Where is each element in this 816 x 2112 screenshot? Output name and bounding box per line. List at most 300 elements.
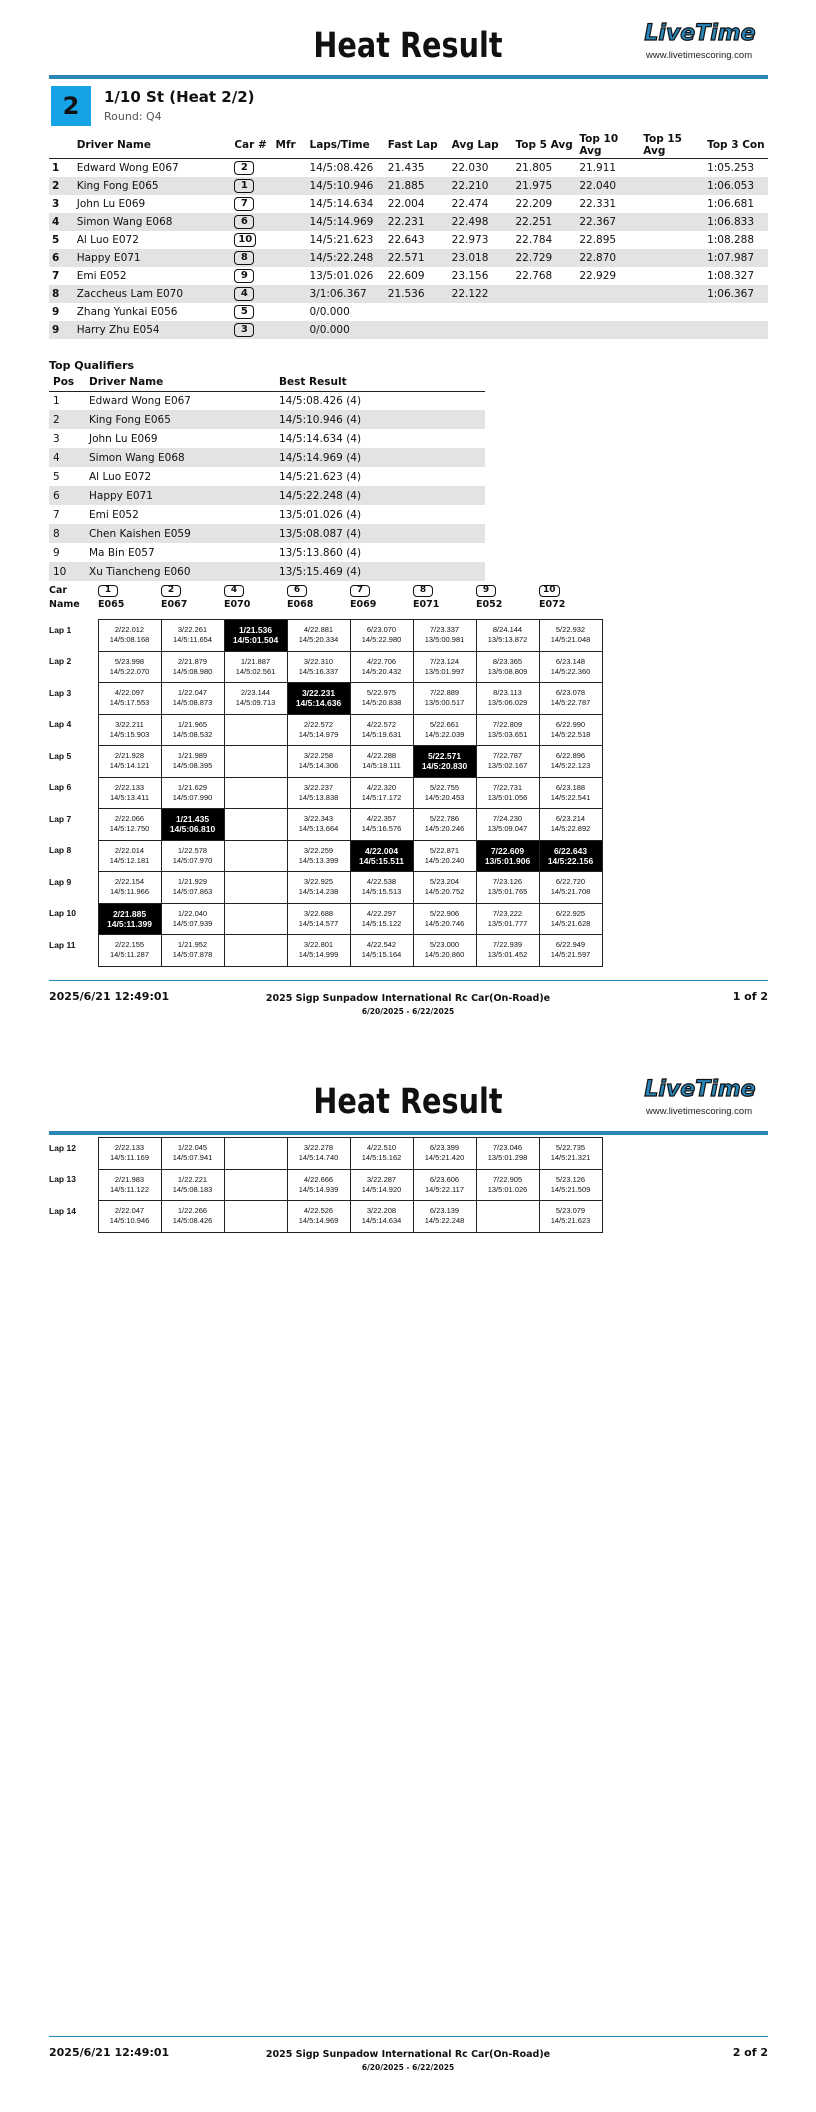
car-number-badge: 1	[234, 179, 254, 193]
lap-cell	[350, 809, 413, 841]
lap-cell	[161, 651, 224, 683]
result-top15	[640, 231, 704, 249]
lap-time: 5/22.871	[429, 845, 460, 855]
lap-total: 14/5:08.426	[172, 1216, 213, 1226]
qualifier-row	[49, 429, 485, 448]
lap-total: 14/5:22.039	[424, 729, 465, 739]
lap-cell	[413, 683, 476, 715]
lap-total: 14/5:20.453	[424, 792, 465, 802]
lap-total: 14/5:15.164	[361, 950, 402, 960]
lap-car-name: E065	[98, 599, 125, 610]
lap-cell	[476, 777, 539, 809]
lap-cell	[98, 935, 161, 967]
lap-total: 13/5:01.997	[424, 666, 465, 676]
qualifier-driver: King Fong E065	[85, 410, 275, 429]
lap-time: 4/22.706	[366, 656, 397, 666]
lap-cell	[476, 683, 539, 715]
lap-total: 14/5:13.411	[109, 792, 150, 802]
result-laps: 14/5:08.426	[309, 161, 374, 174]
lap-time: 3/22.287	[366, 1174, 397, 1184]
lap-label: Lap 2	[49, 656, 72, 666]
qualifier-pos: 2	[49, 410, 85, 429]
col-header: Driver Name	[85, 374, 275, 391]
lap-cell	[350, 1169, 413, 1201]
car-number-badge: 8	[234, 251, 254, 265]
lap-label: Lap 1	[49, 624, 72, 635]
result-fast: 21.885	[385, 177, 449, 195]
lap-label: Lap 12	[49, 1142, 76, 1153]
result-top5: 22.729	[513, 249, 577, 267]
result-top15	[640, 213, 704, 231]
result-avg	[449, 321, 513, 339]
result-top5: 22.784	[515, 233, 553, 246]
lap-row	[49, 620, 602, 652]
lap-time: 4/22.288	[366, 751, 397, 761]
lap-car-name: E070	[224, 599, 251, 610]
lap-time: 5/23.998	[114, 656, 145, 666]
lap-label: Lap 3	[49, 687, 72, 698]
lap-total: 14/5:22.518	[550, 729, 591, 739]
result-car	[231, 177, 272, 195]
qualifiers-header-row	[49, 374, 485, 391]
lap-time: 4/22.297	[366, 908, 397, 918]
lap-cell	[350, 620, 413, 652]
qualifier-best: 13/5:08.087 (4)	[275, 524, 485, 543]
lap-time: 2/21.879	[177, 656, 208, 666]
result-mfr	[273, 231, 307, 249]
lap-time: 4/22.666	[303, 1174, 334, 1184]
lap-cell	[413, 777, 476, 809]
lap-label: Lap 9	[49, 876, 72, 887]
lap-total: 13/5:06.029	[487, 698, 528, 708]
lap-total: 14/5:08.168	[109, 635, 150, 645]
logo-text: LiveTime	[644, 21, 756, 46]
result-top10: 22.040	[576, 177, 640, 195]
lap-time: 4/22.510	[366, 1143, 397, 1153]
lap-cell	[98, 840, 161, 872]
lap-total: 14/5:16.337	[298, 666, 339, 676]
lap-total: 13/5:00.981	[424, 635, 465, 645]
footer-event: 2025 Sigp Sunpadow International Rc Car(On-Road)e	[265, 993, 551, 1004]
result-pos: 4	[49, 213, 74, 231]
lap-time: 5/22.975	[366, 688, 397, 698]
header-divider	[49, 1131, 768, 1135]
lap-total: 13/5:01.026	[487, 1184, 528, 1194]
result-fast: 22.609	[387, 269, 425, 282]
result-fast: 21.536	[385, 285, 449, 303]
qualifier-best: 13/5:13.860 (4)	[279, 546, 362, 559]
result-laps: 14/5:21.623	[309, 233, 374, 246]
lap-time: 1/21.536	[238, 625, 273, 636]
lap-cell-empty	[476, 1201, 539, 1233]
qualifier-pos: 5	[53, 470, 60, 483]
result-mfr	[273, 249, 307, 267]
result-top15	[640, 177, 704, 195]
lap-time: 3/22.211	[115, 719, 144, 729]
lap-cell	[287, 714, 350, 746]
result-car	[231, 159, 272, 177]
lap-time: 4/22.542	[366, 940, 397, 950]
lap-total: 14/5:07.990	[172, 792, 213, 802]
qualifier-row	[49, 505, 485, 524]
lap-cell	[476, 651, 539, 683]
result-pos: 5	[52, 233, 60, 246]
result-mfr	[273, 159, 307, 177]
result-pos: 6	[49, 249, 74, 267]
lap-cell	[539, 651, 602, 683]
qualifier-pos: 9	[53, 546, 60, 559]
results-row	[49, 303, 768, 321]
lap-total: 13/5:01.056	[487, 792, 528, 802]
lap-time: 1/21.952	[177, 940, 208, 950]
results-row	[49, 267, 768, 285]
result-avg: 22.498	[449, 213, 513, 231]
lap-cell	[350, 746, 413, 778]
lap-row	[49, 872, 602, 904]
logo-url: www.livetimescoring.com	[646, 1106, 753, 1117]
lap-total: 14/5:17.553	[109, 698, 150, 708]
lap-label: Lap 4	[49, 719, 72, 729]
page-title: Heat Result	[313, 1082, 503, 1122]
lap-cell	[287, 809, 350, 841]
lap-total: 14/5:11.966	[109, 887, 150, 897]
lap-time: 8/24.144	[492, 625, 523, 635]
qualifier-driver: Xu Tiancheng E060	[85, 562, 275, 581]
lap-total: 14/5:13.399	[298, 855, 339, 865]
result-top3: 1:08.327	[707, 269, 755, 282]
result-avg: 22.122	[449, 285, 513, 303]
lap-time: 2/21.885	[112, 908, 147, 919]
lap-cell	[287, 683, 350, 715]
lap-cell	[413, 872, 476, 904]
lap-time: 1/21.435	[175, 814, 210, 825]
lap-time: 1/22.578	[177, 845, 208, 855]
lap-car-name: E071	[413, 599, 440, 610]
lap-total: 14/5:07.970	[172, 855, 213, 865]
result-avg: 23.018	[449, 249, 513, 267]
lap-cell	[98, 1201, 161, 1233]
lap-cell	[476, 1138, 539, 1170]
lap-time: 3/22.310	[303, 656, 334, 666]
lap-time: 5/23.126	[555, 1174, 586, 1184]
result-top5	[513, 303, 577, 321]
lap-cell	[539, 714, 602, 746]
lap-cell	[287, 903, 350, 935]
result-mfr	[273, 285, 307, 303]
livetime-logo	[630, 18, 770, 46]
result-car	[231, 195, 272, 213]
lap-total: 14/5:21.048	[550, 635, 591, 645]
qualifier-driver: John Lu E069	[89, 432, 158, 445]
lap-time: 6/22.896	[555, 751, 586, 761]
result-driver: Zaccheus Lam E070	[74, 285, 232, 303]
lap-total: 14/5:09.713	[235, 698, 276, 708]
col-header: Laps/Time	[307, 132, 385, 159]
lap-cell	[539, 683, 602, 715]
result-driver: Zhang Yunkai E056	[76, 305, 178, 318]
col-header: Car #	[231, 132, 272, 159]
lap-time: 5/23.204	[429, 877, 460, 887]
lap-time: 7/24.230	[492, 814, 523, 824]
lap-car-name: E068	[287, 599, 314, 610]
lap-time: 7/22.731	[492, 782, 523, 792]
lap-total: 14/5:20.334	[298, 635, 339, 645]
result-mfr	[273, 213, 307, 231]
lap-time: 7/23.124	[429, 656, 460, 666]
result-top3: 1:07.987	[704, 249, 768, 267]
lap-cell	[476, 714, 539, 746]
lap-total: 14/5:15.122	[361, 918, 402, 928]
lap-cell	[539, 935, 602, 967]
lap-label: Lap 13	[49, 1174, 76, 1184]
lap-cell	[287, 935, 350, 967]
lap-cell-empty	[224, 746, 287, 778]
lap-cell-empty	[224, 1201, 287, 1233]
lap-total: 14/5:22.787	[550, 698, 591, 708]
lap-cell	[350, 1201, 413, 1233]
result-fast: 22.231	[385, 213, 449, 231]
result-driver: Al Luo E072	[76, 233, 139, 246]
lap-label: Lap 14	[49, 1205, 76, 1216]
lap-cell	[287, 1201, 350, 1233]
lap-cell	[539, 746, 602, 778]
lap-cell	[350, 935, 413, 967]
lap-time: 6/23.214	[555, 814, 586, 824]
lap-total: 14/5:21.708	[550, 887, 591, 897]
qualifier-best: 14/5:14.634 (4)	[279, 432, 362, 445]
lap-total: 14/5:11.399	[107, 918, 152, 929]
lap-time: 3/22.261	[177, 625, 208, 635]
result-top10	[576, 285, 640, 303]
lap-cell	[350, 903, 413, 935]
lap-total: 14/5:21.623	[550, 1216, 591, 1226]
result-fast: 22.571	[385, 249, 449, 267]
lap-time: 3/22.925	[303, 877, 334, 887]
result-top5	[513, 285, 577, 303]
result-top5: 21.805	[515, 161, 553, 174]
lap-row	[49, 777, 602, 809]
col-header: Top 10 Avg	[576, 132, 640, 159]
lap-time: 4/22.572	[366, 719, 397, 729]
result-top10: 22.367	[576, 213, 640, 231]
lap-total: 14/5:21.628	[550, 918, 591, 928]
lap-row	[49, 651, 602, 683]
lap-car-badge: 9	[476, 585, 496, 597]
lap-total: 14/5:22.892	[550, 824, 591, 834]
result-top3: 1:06.681	[707, 197, 755, 210]
lap-cell	[287, 620, 350, 652]
lap-time: 1/22.047	[177, 688, 208, 698]
lap-total: 13/5:01.906	[484, 855, 531, 866]
lap-total: 14/5:10.946	[109, 1216, 150, 1226]
lap-time: 3/22.258	[303, 751, 334, 761]
lap-cell	[413, 840, 476, 872]
result-car	[231, 267, 272, 285]
lap-time: 6/22.720	[555, 877, 586, 887]
lap-cell	[161, 714, 224, 746]
lap-total: 13/5:08.809	[487, 666, 528, 676]
col-header: Mfr	[273, 132, 307, 159]
lap-row	[49, 1169, 602, 1201]
lap-total: 13/5:02.167	[487, 761, 528, 771]
result-top5	[513, 321, 577, 339]
lap-cell	[539, 1201, 602, 1233]
lap-time: 7/22.609	[490, 845, 525, 856]
lap-cell	[287, 777, 350, 809]
lap-total: 13/5:01.452	[487, 950, 528, 960]
lap-cell	[539, 840, 602, 872]
results-row	[49, 213, 768, 231]
lap-time: 6/23.139	[429, 1206, 460, 1216]
lap-cell	[161, 620, 224, 652]
result-car	[231, 249, 272, 267]
lap-total: 14/5:14.920	[361, 1184, 402, 1194]
footer-divider	[49, 2036, 768, 2037]
lap-time: 2/22.572	[303, 719, 334, 729]
result-top10: 21.911	[579, 161, 617, 174]
lap-total: 14/5:20.838	[361, 698, 402, 708]
lap-cell	[224, 683, 287, 715]
lap-row	[49, 1201, 602, 1233]
lap-cell	[98, 872, 161, 904]
lap-cell	[413, 620, 476, 652]
results-row	[49, 159, 768, 177]
result-fast: 22.004	[387, 197, 425, 210]
lap-total: 14/5:14.740	[298, 1153, 339, 1163]
result-pos: 8	[49, 285, 74, 303]
lap-time: 3/22.278	[303, 1143, 334, 1153]
lap-cell	[413, 1169, 476, 1201]
lap-cell	[161, 683, 224, 715]
lap-label: Lap 7	[49, 813, 72, 824]
lap-cell	[539, 1138, 602, 1170]
lap-time: 6/23.070	[366, 625, 397, 635]
lap-total: 14/5:14.636	[295, 698, 342, 709]
footer-event: 2025 Sigp Sunpadow International Rc Car(On-Road)e	[265, 2049, 551, 2060]
qualifier-pos: 10	[49, 562, 85, 581]
footer-divider	[49, 980, 768, 981]
lap-car-badge: 2	[161, 585, 181, 597]
lap-cell	[98, 683, 161, 715]
lap-cell	[98, 809, 161, 841]
lap-cell	[413, 935, 476, 967]
lap-total: 14/5:20.246	[424, 824, 465, 834]
result-laps: 14/5:14.634	[309, 197, 374, 210]
result-avg: 22.210	[449, 177, 513, 195]
lap-name-label: Name	[49, 599, 80, 610]
lap-time: 7/22.939	[492, 940, 523, 950]
lap-total: 14/5:11.122	[109, 1184, 150, 1194]
lap-total: 14/5:11.654	[172, 635, 213, 645]
lap-time: 4/22.526	[303, 1206, 334, 1216]
result-top15	[640, 195, 704, 213]
lap-cell	[350, 683, 413, 715]
lap-total: 14/5:15.511	[359, 855, 404, 866]
result-top5: 21.975	[513, 177, 577, 195]
lap-cell	[476, 809, 539, 841]
lap-label: Lap 11	[49, 939, 76, 950]
lap-cell	[161, 1201, 224, 1233]
lap-cell	[287, 1169, 350, 1201]
page-2	[0, 1056, 816, 2112]
car-number-badge: 5	[234, 305, 254, 319]
livetime-logo	[630, 1074, 770, 1102]
lap-total: 14/5:20.860	[424, 950, 465, 960]
qualifier-row	[49, 448, 485, 467]
qualifier-driver: Edward Wong E067	[89, 394, 191, 407]
lap-total: 14/5:20.752	[424, 887, 465, 897]
lap-car-name: E069	[350, 599, 377, 610]
lap-car-badge: 10	[539, 585, 560, 597]
lap-cell	[98, 1138, 161, 1170]
lap-time: 3/22.688	[303, 908, 334, 918]
lap-car-label: Car	[49, 585, 68, 596]
lap-total: 14/5:15.513	[361, 887, 402, 897]
pos-header	[49, 132, 74, 159]
footer-date: 2025/6/21 12:49:01	[49, 990, 170, 1003]
lap-time: 6/22.949	[555, 940, 586, 950]
result-car	[231, 321, 272, 339]
top-qualifiers-table	[49, 374, 485, 581]
lap-cell	[476, 746, 539, 778]
lap-total: 14/5:14.999	[298, 950, 339, 960]
qualifier-pos: 6	[49, 486, 85, 505]
lap-car-badge: 7	[350, 585, 370, 597]
lap-time: 2/22.047	[114, 1206, 145, 1216]
lap-cell	[476, 872, 539, 904]
lap-row	[49, 935, 602, 967]
lap-total: 14/5:07.863	[172, 887, 213, 897]
result-top15	[640, 159, 704, 177]
col-header: Top 15 Avg	[640, 132, 704, 159]
lap-total: 14/5:20.746	[424, 918, 465, 928]
lap-total: 14/5:20.830	[421, 761, 468, 772]
lap-total: 14/5:07.939	[172, 918, 213, 928]
lap-car-name: E067	[161, 599, 188, 610]
lap-time: 8/23.113	[493, 688, 522, 698]
result-driver: Happy E071	[74, 249, 232, 267]
qualifier-best: 14/5:10.946 (4)	[275, 410, 485, 429]
lap-total: 14/5:12.181	[109, 855, 150, 865]
lap-total: 14/5:22.360	[550, 666, 591, 676]
lap-time: 1/21.887	[240, 656, 271, 666]
result-top15	[640, 267, 704, 285]
result-fast: 21.435	[387, 161, 425, 174]
lap-total: 14/5:14.306	[298, 761, 339, 771]
heat-number-badge: 2	[51, 86, 91, 126]
col-header: Pos	[49, 374, 85, 391]
result-top15	[640, 303, 704, 321]
lap-cell	[161, 746, 224, 778]
result-mfr	[273, 195, 307, 213]
result-top10	[576, 321, 640, 339]
lap-total: 13/5:01.777	[487, 918, 528, 928]
lap-time: 6/23.148	[555, 656, 586, 666]
lap-cell	[476, 935, 539, 967]
result-laps: 14/5:22.248	[307, 249, 385, 267]
lap-cell	[287, 840, 350, 872]
lap-time: 7/22.889	[429, 688, 460, 698]
lap-total: 13/5:00.517	[424, 698, 465, 708]
lap-time: 5/22.571	[427, 751, 462, 762]
lap-row	[49, 840, 602, 872]
result-top15	[640, 285, 704, 303]
lap-time: 5/23.000	[429, 940, 460, 950]
lap-total: 13/5:01.298	[487, 1153, 528, 1163]
lap-total: 14/5:20.432	[361, 666, 402, 676]
lap-time: 6/23.606	[429, 1174, 460, 1184]
footer-dates: 6/20/2025 - 6/22/2025	[361, 1007, 455, 1016]
